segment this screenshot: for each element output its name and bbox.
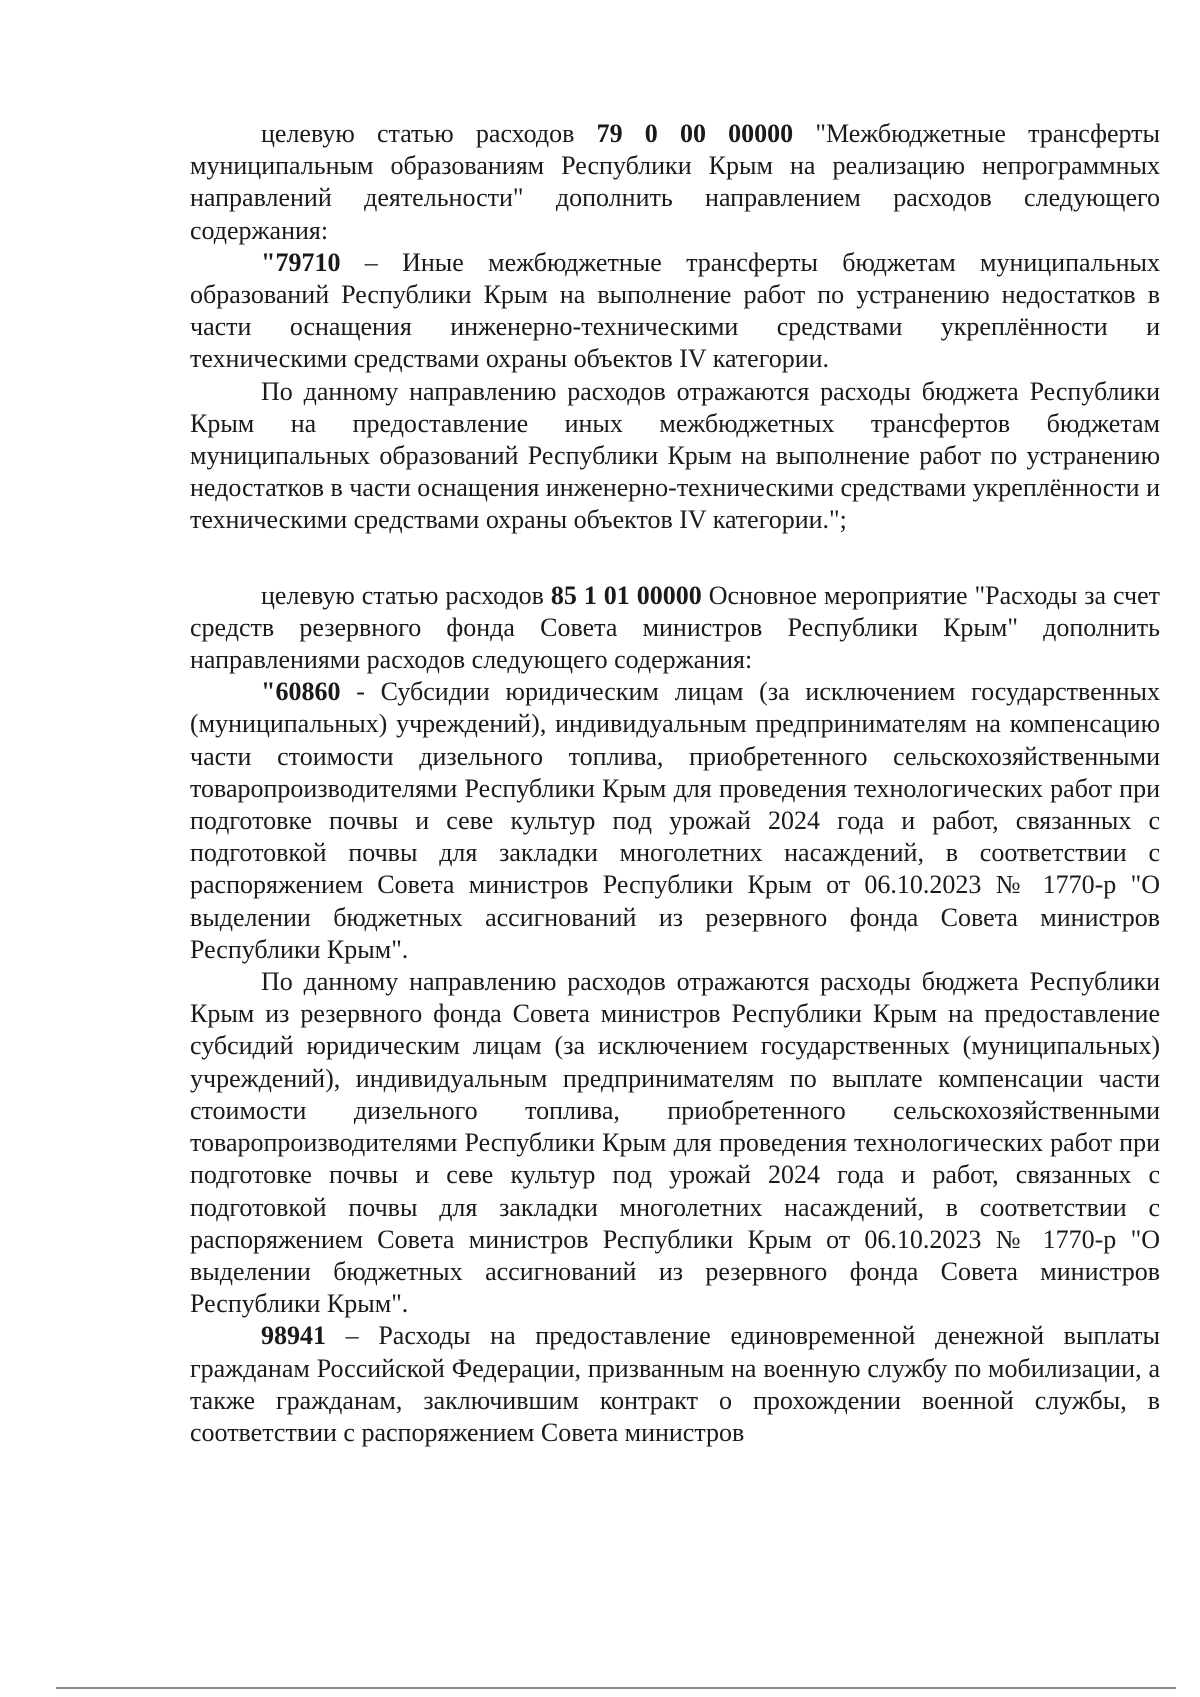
- section2-item1-code: 60860: [275, 677, 341, 707]
- section1-intro-prefix: целевую статью расходов: [261, 119, 597, 148]
- section1-intro-suffix: "Межбюджетные трансферты муниципальным образованиям Республики Крым на реализацию непрограммных направлений деятельности" дополнить направлением расходов следующего содержания:: [190, 119, 1160, 245]
- section2-note1-paragraph: По данному направлению расходов отражаются расходы бюджета Республики Крым из резервного фонда Совета министров Республики Крым на предоставление субсидий юридическим лицам (за исключением государственных (муниципальных) учреждений), индивидуальным предпринимателям по выплате компенсации части стоимости дизельного топлива, приобретенного сельскохозяйственными товаропроизводителями Республики Крым для проведения технологических работ при подготовке почвы и севе культур под урожай 2024 года и работ, связанных с подготовкой почвы для закладки многолетних насаждений, в соответствии с распоряжением Совета министров Республики Крым от 06.10.2023 № 1770-р "О выделении бюджетных ассигнований из резервного фонда Совета министров Республики Крым".: [190, 967, 1160, 1319]
- footer-rule: [26, 1687, 1176, 1689]
- section1-note-paragraph: По данному направлению расходов отражаются расходы бюджета Республики Крым на предоставление иных межбюджетных трансфертов бюджетам муниципальных образований Республики Крым на выполнение работ по устранению недостатков в части оснащения инженерно-техническими средствами укреплённости и техническими средствами охраны объектов IV категории.";: [190, 376, 1160, 535]
- section1-target-code: 79 0 00 00000: [596, 119, 794, 148]
- section1-item-code: 79710: [275, 247, 341, 277]
- section1-item-quote: ": [261, 247, 276, 277]
- section1-intro-paragraph: [190, 118, 1160, 247]
- section2-item2-code: 98941: [261, 1321, 326, 1351]
- section2-item1-text: - Субсидии юридическим лицам (за исключением государственных (муниципальных) учреждений), индивидуальным предпринимателям на компенсацию части стоимости дизельного топлива, приобретенного сельскохозяйственными товаропроизводителями Республики Крым для проведения технологических работ при подготовке почвы и севе культур под урожай 2024 года и работ, связанных с подготовкой почвы для закладки многолетних насаждений, в соответствии с распоряжением Совета министров Республики Крым от 06.10.2023 № 1770-р "О выделении бюджетных ассигнований из резервного фонда Совета министров Республики Крым".: [190, 677, 1160, 964]
- section-gap: [190, 537, 1160, 580]
- section1-item-text: – Иные межбюджетные трансферты бюджетам муниципальных образований Республики Крым на выполнение работ по устранению недостатков в части оснащения инженерно-техническими средствами укреплённости и техническими средствами охраны объектов IV категории.: [190, 247, 1160, 374]
- section2-target-code: 85 1 01 00000: [550, 580, 702, 610]
- section2-item1-quote: ": [261, 677, 276, 707]
- section2-item2-paragraph: [190, 1320, 1160, 1449]
- document-body: [190, 118, 1160, 1449]
- section2-item2-text: – Расходы на предоставление единовременной денежной выплаты гражданам Российской Федерации, призванным на военную службу по мобилизации, а также гражданам, заключившим контракт о прохождении военной службы, в соответствии с распоряжением Совета министров: [190, 1321, 1160, 1447]
- section2-intro-suffix: Основное мероприятие "Расходы за счет средств резервного фонда Совета министров Республики Крым" дополнить направлениями расходов следующего содержания:: [190, 580, 1161, 675]
- section2-intro-prefix: целевую статью расходов: [261, 580, 551, 610]
- section2-item1-paragraph: [190, 676, 1160, 966]
- section2-intro-paragraph: [190, 580, 1160, 677]
- section1-item-paragraph: [190, 247, 1160, 376]
